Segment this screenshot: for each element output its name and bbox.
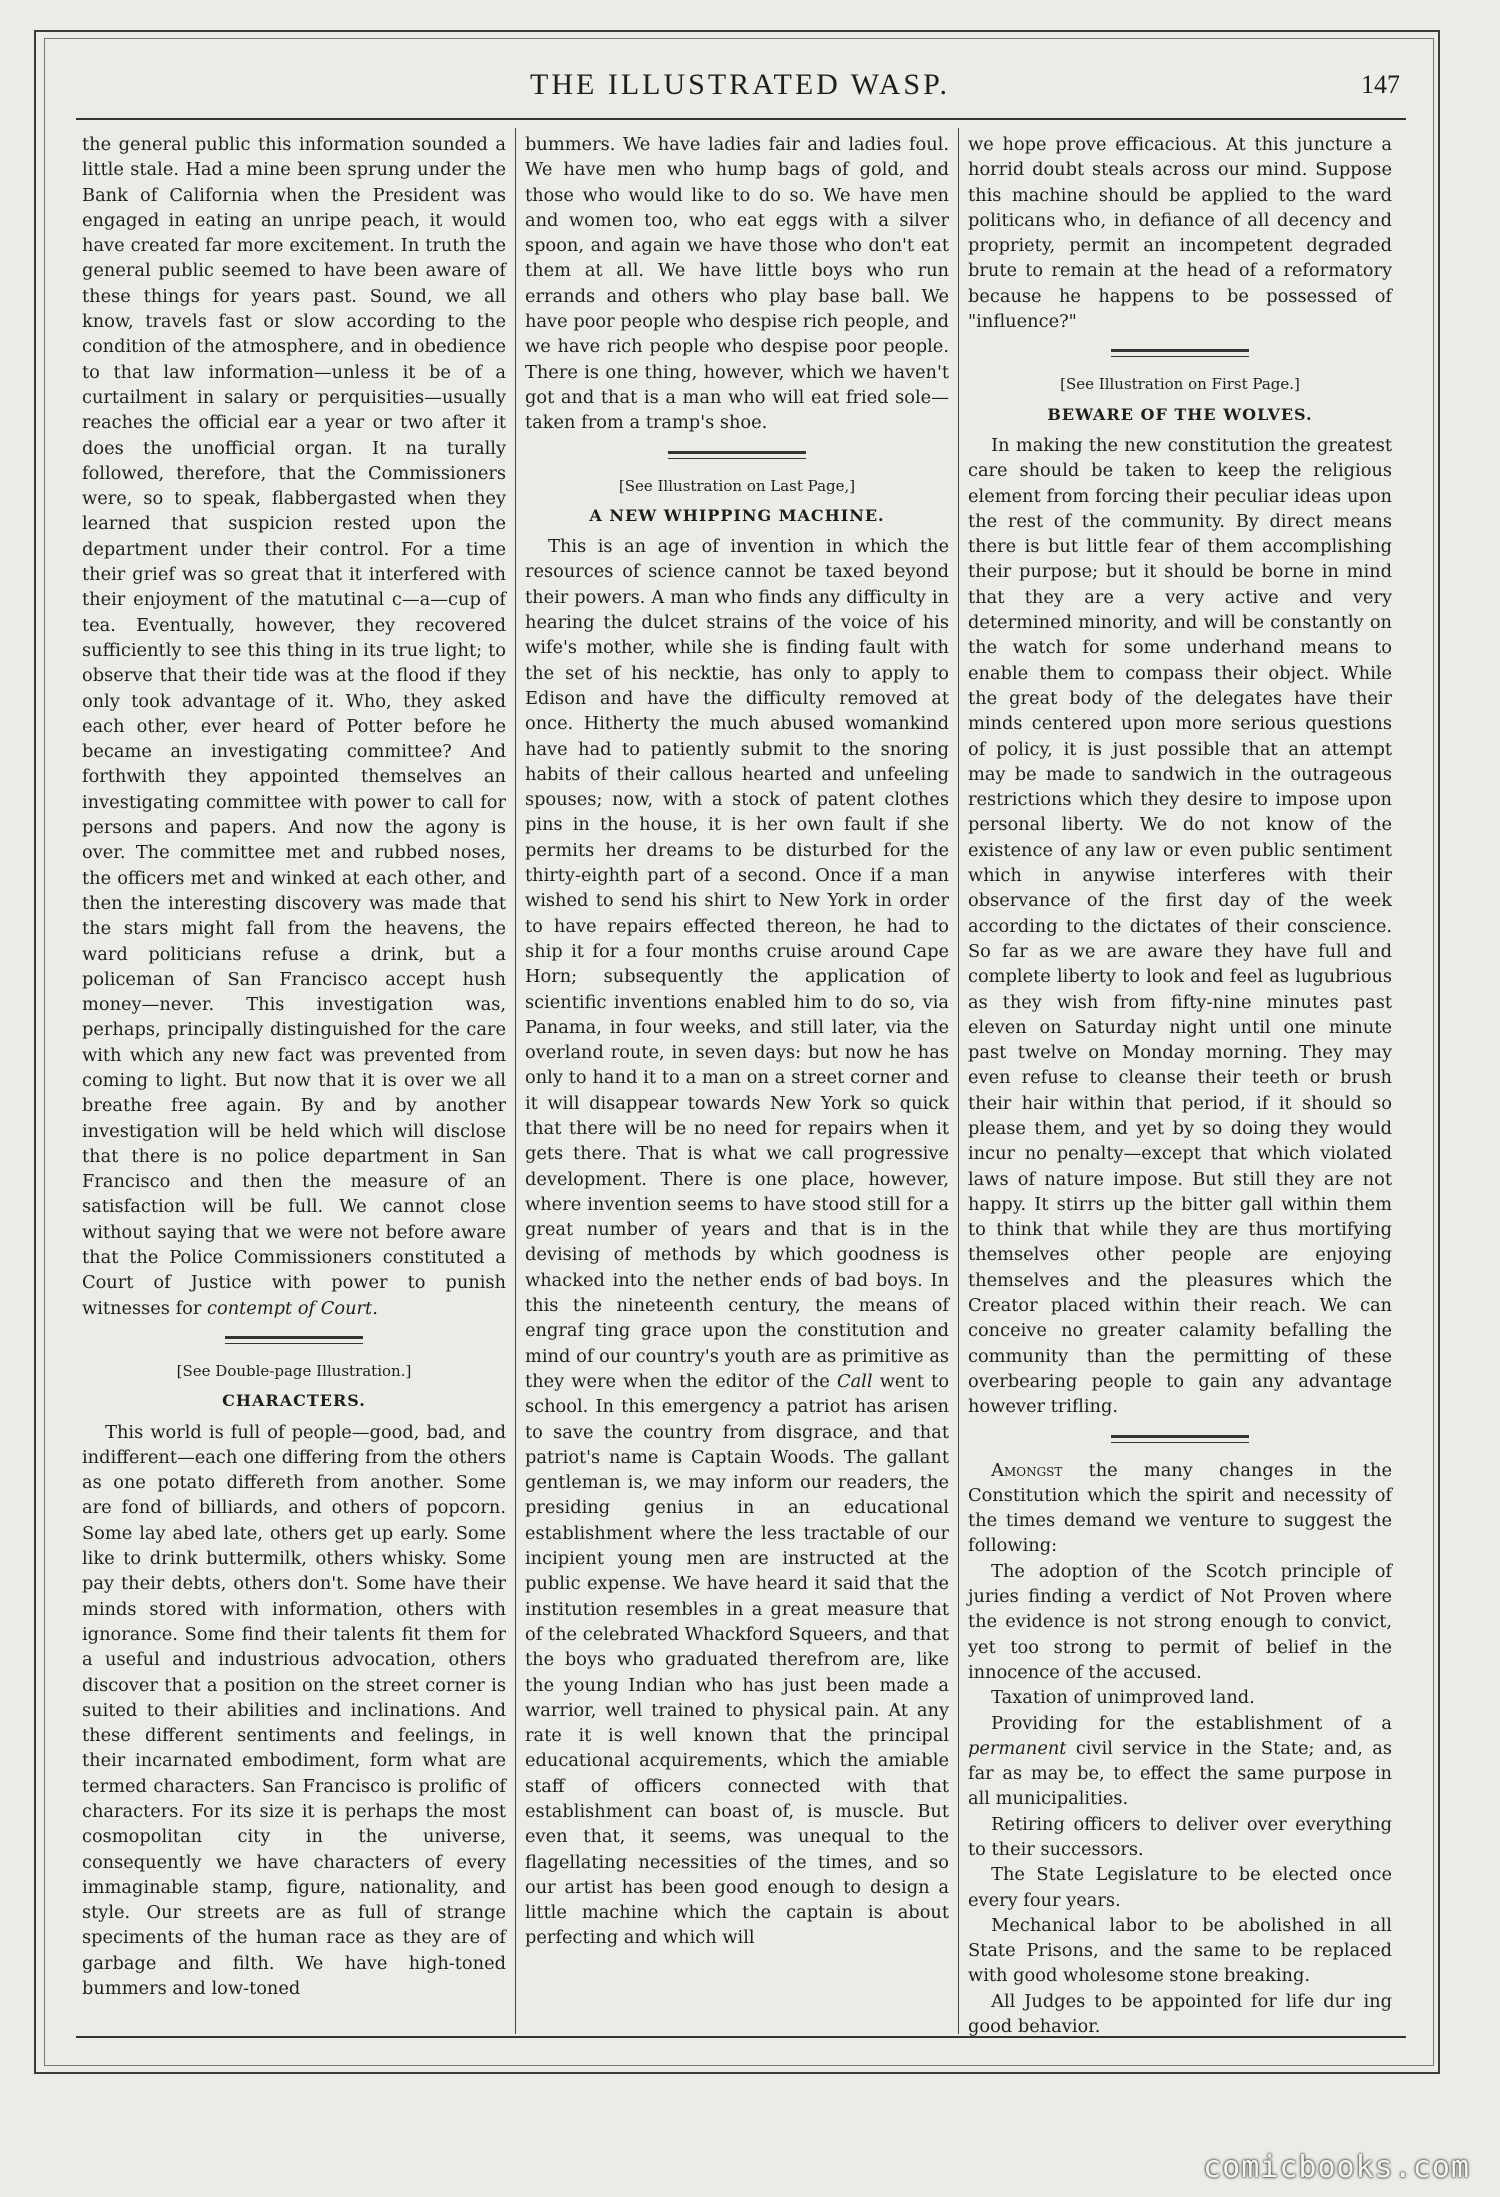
- article-heading-characters: CHARACTERS.: [222, 1391, 366, 1411]
- illustration-note: [See Double-page Illustration.]: [176, 1361, 412, 1380]
- illustration-note: [See Illustration on Last Page,]: [618, 476, 856, 495]
- footer-rule: [76, 2036, 1406, 2038]
- section-separator: [668, 448, 806, 464]
- section-separator: [1111, 346, 1249, 362]
- article-heading-wolves: BEWARE OF THE WOLVES.: [1047, 404, 1313, 424]
- article-paragraph: we hope prove efficacious. At this juncture a horrid doubt steals across our mind. Suppose this machine should be applied to the ward politicans who, in defiance of all decency and propriety, permit an incompetent degraded brute to remain at the head of a reformatory because he happens to be possessed of "influence?": [968, 134, 1392, 333]
- article-paragraph: the general public this information sounded a little stale. Had a mine been sprung under the Bank of California when the President was engaged in eating an unripe peach, it would have created far more excitement. In truth the general public seemed to have been aware of these things for years past. Sound, we all know, travels fast or slow according to the condition of the atmosphere, and in obedience to that law information—unless it be of a curtailment in salary or perquisities—usually reaches the official ear a year or two after it does the unofficial organ. It na turally followed, therefore, that the Commissioners were, so to speak, flabbergasted when they learned that suspicion rested upon the department under their control. For a time their grief was so great that it interfered with their enjoyment of the matutinal c—a—cup of tea. Eventually, however, they recovered sufficiently to see this thing in its true light; to observe that their tide was at the flood if they only took advantage of it. Who, they asked each other, ever heard of Potter before he became an investigating committee? And forthwith they appointed themselves an investigating committee with power to call for persons and papers. And now the agony is over. The committee met and rubbed noses, the officers met and winked at each other, and then the interesting discovery was made that the stars might fall from the heavens, the ward politicians refuse a drink, but a policeman of San Francisco accept hush money—never. This investigation was, perhaps, principally distinguished for the care with which any new fact was prevented from coming to light. But now that it is over we all breathe free again. By and by another investigation will be held which will disclose that there is no police department in San Francisco and then the measure of an satisfaction will be full. We cannot close without saying that we were not before aware that the Police Commissioners constituted a Court of Justice with power to punish witnesses for contempt of Court.: [82, 134, 506, 1319]
- masthead: [80, 60, 1400, 118]
- newspaper-title: THE ILLUSTRATED WASP.: [530, 68, 950, 101]
- suggestion-item: Retiring officers to deliver over everything to their successors.: [968, 1813, 1392, 1860]
- illustration-note: [See Illustration on First Page.]: [1060, 375, 1300, 394]
- article-paragraph: In making the new constitution the greatest care should be taken to keep the religious element from forcing their peculiar ideas upon the rest of the community. By direct means there is but little fear of them accomplishing their purpose; but it should be borne in mind that they are a very active and very determined minority, and will be constantly on the watch for some underhand means to enable them to compass their object. While the great body of the delegates have their minds centered upon more serious questions of policy, it is just possible that an attempt may be made to sandwich in the outrageous restrictions which they desire to impose upon personal liberty. We do not know of the existence of any law or even public sentiment which in anywise interferes with their observance of the first day of the week according to the dictates of their conscience. So far as we are aware they have full and complete liberty to look and feel as lugubrious as they wish from fifty-nine minutes past eleven on Saturday night until one minute past twelve on Monday morning. They may even refuse to cleanse their teeth or brush their hair within that period, if it should so please them, and yet by so doing they would incur no penalty—except that which violated laws of nature impose. But still they are not happy. It stirrs up the bitter gall within them to think that while they are thus mortifying themselves other people are enjoying themselves and the pleasures which the Creator placed within their reach. We can conceive no greater calamity befalling the community than the permitting of these overbearing people to gain any advantage however trifling.: [968, 434, 1392, 1418]
- article-paragraph: bummers. We have ladies fair and ladies foul. We have men who hump bags of gold, and those who would like to do so. We have men and women too, who eat eggs with a silver spoon, and again we have those who don't eat them at all. We have little boys who run errands and others who play base ball. We have poor people who despise rich people, and we have rich people who despise poor people. There is one thing, however, which we haven't got and that is a man who will eat fried sole—taken from a tramp's shoe.: [525, 134, 949, 434]
- column-divider: [515, 128, 516, 2034]
- column-3: [968, 132, 1392, 2039]
- section-separator: [1111, 1432, 1249, 1448]
- suggestion-item: The adoption of the Scotch principle of juries finding a verdict of Not Proven where the evidence is not strong enough to convict, yet too strong to permit of belief in the innocence of the accused.: [968, 1560, 1392, 1683]
- section-separator: [225, 1333, 363, 1349]
- column-divider: [958, 128, 959, 2034]
- article-heading-whipping-machine: A NEW WHIPPING MACHINE.: [589, 505, 885, 525]
- article-paragraph: This world is full of people—good, bad, and indifferent—each one differing from the others as one potato differeth from another. Some are fond of billiards, and others of popcorn. Some lay abed late, others get up early. Some like to drink buttermilk, others whisky. Some pay their debts, others don't. Some have their minds stored with information, others with ignorance. Some find their talents fit them for a useful and industrious advocation, others discover that a position on the street corner is suited to their abilities and inclinations. And these different sentiments and feelings, in their incarnated embodiment, form what are termed characters. San Francisco is prolific of characters. For its size it is perhaps the most cosmopolitan city in the universe, consequently we have characters of every immaginable stamp, figure, nationality, and style. Our streets are as full of strange speciments of the human race as they are of garbage and filth. We have high-toned bummers and low-toned: [82, 1421, 506, 2000]
- suggestion-item: Taxation of unimproved land.: [991, 1687, 1255, 1709]
- article-paragraph: Amongst the many changes in the Constitution which the spirit and necessity of the times demand we venture to suggest the following:: [968, 1459, 1392, 1557]
- suggestion-item: Mechanical labor to be abolished in all State Prisons, and the same to be replaced with good wholesome stone breaking.: [968, 1914, 1392, 1987]
- suggestion-item: All Judges to be appointed for life dur ing good behavior.: [968, 1990, 1392, 2038]
- column-2: [525, 132, 949, 1951]
- page-number: 147: [1361, 70, 1400, 99]
- column-1: [82, 132, 506, 2001]
- suggestion-item: Providing for the establishment of a permanent civil service in the State; and, as far as may be, to effect the same purpose in all municipalities.: [968, 1712, 1393, 1810]
- article-paragraph: This is an age of invention in which the resources of science cannot be taxed beyond their powers. A man who finds any difficulty in hearing the dulcet strains of the voice of his wife's mother, while she is finding fault with the set of his necktie, has only to apply to Edison and have the difficulty removed at once. Hitherty the much abused womankind have had to patiently submit to the snoring habits of their callous hearted and unfeeling spouses; now, with a stock of patent clothes pins in the house, it is her own fault if she permits her dreams to be disturbed for the thirty-eighth part of a second. Once if a man wished to send his shirt to New York in order to have repairs effected thereon, he had to ship it for a four months cruise around Cape Horn; subsequently the application of scientific inventions enabled him to do so, via Panama, in four weeks, and still later, via the overland route, in seven days: but now he has only to hand it to a man on a street corner and it will disappear towards New York so quick that there will be no need for repairs when it gets there. That is what we call progressive development. There is one place, however, where invention seems to have stood still for a great number of years and that is in the devising of methods by which goodness is whacked into the nether ends of bad boys. In this the nineteenth century, the means of engraf ting grace upon the constitution and mind of our country's youth are as primitive as they were when the editor of the Call went to school. In this emergency a patriot has arisen to save the country from disgrace, and that patriot's name is Captain Woods. The gallant gentleman is, we may inform our readers, the presiding genius in an educational establishment where the less tractable of our incipient young men are instructed at the public expense. We have heard it said that the institution resembles in a great measure that of the celebrated Whackford Squeers, and that the boys who graduated therefrom are, like the young Indian who has just been made a warrior, well trained to physical pain. At any rate it is well known that the principal educational acquirements, which the amiable staff of officers connected with that establishment can boast of, is muscle. But even that, it seems, was unequal to the flagellating necessities of the times, and so our artist has been good enough to design a little machine which the captain is about perfecting and which will: [525, 536, 950, 1949]
- watermark: comicbooks.com: [1203, 2150, 1470, 2185]
- header-rule: [76, 118, 1406, 120]
- suggestion-item: The State Legislature to be elected once every four years.: [968, 1864, 1392, 1911]
